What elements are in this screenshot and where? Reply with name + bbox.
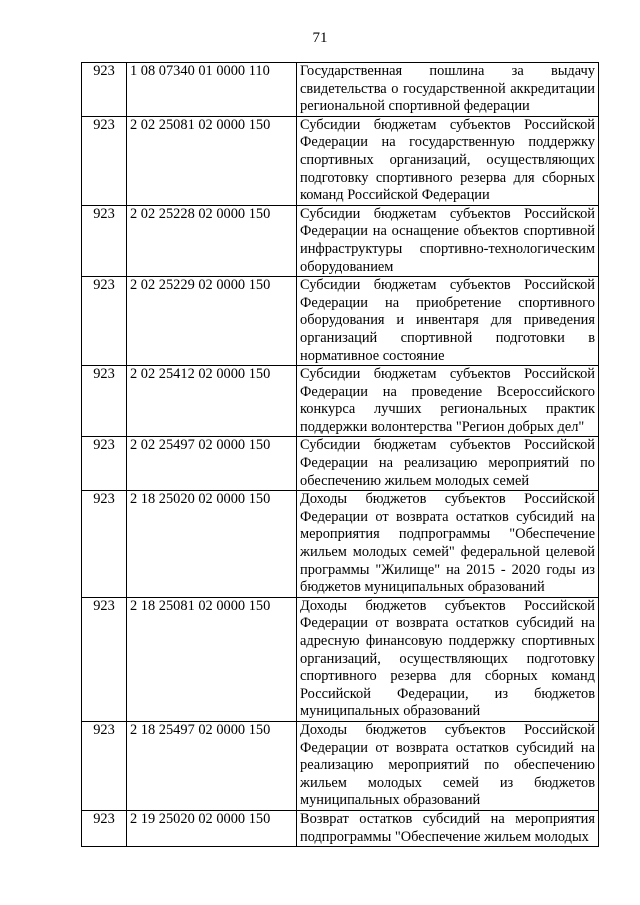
- budget-code-cell: 2 18 25020 02 0000 150: [127, 491, 297, 598]
- table-row: [82, 721, 599, 810]
- budget-code-cell: 2 02 25229 02 0000 150: [127, 277, 297, 366]
- income-name-cell: Возврат остатков субсидий на мероприятия подпрограммы "Обеспечение жильем молодых: [297, 810, 599, 846]
- admin-code-cell: 923: [82, 366, 127, 437]
- income-name-cell: Доходы бюджетов субъектов Российской Федерации от возврата остатков субсидий на мероприятия подпрограммы "Обеспечение жильем молодых семей" федеральной целевой программы "Жилище" на 2015 - 2020 годы из бюджетов муниципальных образований: [297, 491, 599, 598]
- table-row: [82, 597, 599, 721]
- table-row: [82, 205, 599, 276]
- table-row: [82, 491, 599, 598]
- page-number: 71: [312, 30, 328, 46]
- admin-code-cell: 923: [82, 277, 127, 366]
- budget-code-cell: 2 18 25497 02 0000 150: [127, 721, 297, 810]
- budget-code-cell: 2 02 25228 02 0000 150: [127, 205, 297, 276]
- budget-code-cell: 2 02 25081 02 0000 150: [127, 116, 297, 205]
- table-row: [82, 277, 599, 366]
- budget-code-cell: 1 08 07340 01 0000 110: [127, 63, 297, 117]
- admin-code-cell: 923: [82, 810, 127, 846]
- admin-code-cell: 923: [82, 721, 127, 810]
- income-name-cell: Субсидии бюджетам субъектов Российской Федерации на государственную поддержку спортивных организаций, осуществляющих подготовку спортивного резерва для сборных команд Российской Федерации: [297, 116, 599, 205]
- budget-code-cell: 2 19 25020 02 0000 150: [127, 810, 297, 846]
- budget-code-cell: 2 02 25497 02 0000 150: [127, 437, 297, 491]
- income-name-cell: Субсидии бюджетам субъектов Российской Федерации на проведение Всероссийского конкурса лучших региональных практик поддержки волонтерства "Регион добрых дел": [297, 366, 599, 437]
- admin-code-cell: 923: [82, 63, 127, 117]
- income-name-cell: Субсидии бюджетам субъектов Российской Федерации на оснащение объектов спортивной инфраструктуры спортивно-технологическим оборудованием: [297, 205, 599, 276]
- admin-code-cell: 923: [82, 116, 127, 205]
- admin-code-cell: 923: [82, 491, 127, 598]
- income-name-cell: Субсидии бюджетам субъектов Российской Федерации на приобретение спортивного оборудования и инвентаря для приведения организаций спортивной подготовки в нормативное состояние: [297, 277, 599, 366]
- budget-codes-table: [81, 62, 599, 847]
- admin-code-cell: 923: [82, 205, 127, 276]
- table-row: [82, 810, 599, 846]
- budget-code-cell: 2 02 25412 02 0000 150: [127, 366, 297, 437]
- budget-code-cell: 2 18 25081 02 0000 150: [127, 597, 297, 721]
- income-name-cell: Субсидии бюджетам субъектов Российской Федерации на реализацию мероприятий по обеспечению жильем молодых семей: [297, 437, 599, 491]
- table-row: [82, 437, 599, 491]
- admin-code-cell: 923: [82, 437, 127, 491]
- table-row: [82, 116, 599, 205]
- income-name-cell: Государственная пошлина за выдачу свидетельства о государственной аккредитации региональной спортивной федерации: [297, 63, 599, 117]
- income-name-cell: Доходы бюджетов субъектов Российской Федерации от возврата остатков субсидий на адресную финансовую поддержку спортивных организаций, осуществляющих подготовку спортивного резерва для сборных команд Российской Федерации, из бюджетов муниципальных образований: [297, 597, 599, 721]
- income-name-cell: Доходы бюджетов субъектов Российской Федерации от возврата остатков субсидий на реализацию мероприятий по обеспечению жильем молодых семей из бюджетов муниципальных образований: [297, 721, 599, 810]
- table-row: [82, 63, 599, 117]
- admin-code-cell: 923: [82, 597, 127, 721]
- table-row: [82, 366, 599, 437]
